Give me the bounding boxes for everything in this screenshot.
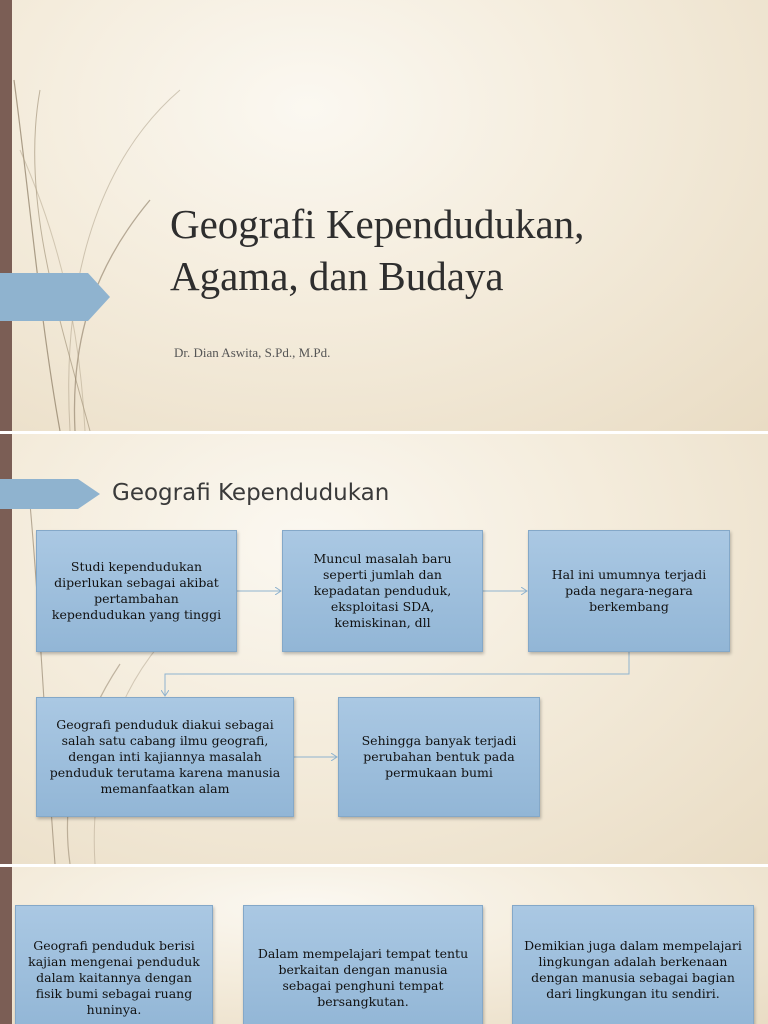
flow-box-4: Geografi penduduk diakui sebagai salah satu cabang ilmu geografi, dengan inti kajiannya masalah penduduk terutama karena manusia memanfaatkan alam xyxy=(36,697,294,817)
title-slide xyxy=(0,0,768,431)
flow-box-1: Studi kependudukan diperlukan sebagai akibat pertambahan kependudukan yang tinggi xyxy=(36,530,237,652)
flow-box-5: Sehingga banyak terjadi perubahan bentuk pada permukaan bumi xyxy=(338,697,540,817)
flow-box-3: Hal ini umumnya terjadi pada negara-negara berkembang xyxy=(528,530,730,652)
content-slide-continued xyxy=(0,867,768,1024)
left-accent-bar xyxy=(0,867,12,1024)
slide-title xyxy=(170,198,750,302)
author-name: Dr. Dian Aswita, S.Pd., M.Pd. xyxy=(174,345,331,360)
title-line-2: Agama, dan Budaya xyxy=(170,253,504,299)
info-box-3: Demikian juga dalam mempelajari lingkungan adalah berkenaan dengan manusia sebagai bagian dari lingkungan itu sendiri. xyxy=(512,905,754,1024)
content-slide-kependudukan xyxy=(0,434,768,864)
title-tab-marker xyxy=(0,273,110,321)
section-heading: Geografi Kependudukan xyxy=(112,480,390,506)
flow-box-2: Muncul masalah baru seperti jumlah dan kepadatan penduduk, eksploitasi SDA, kemiskinan, dll xyxy=(282,530,483,652)
info-box-2: Dalam mempelajari tempat tentu berkaitan dengan manusia sebagai penghuni tempat bersangkutan. xyxy=(243,905,483,1024)
left-accent-bar xyxy=(0,0,12,431)
info-box-1: Geografi penduduk berisi kajian mengenai penduduk dalam kaitannya dengan fisik bumi sebagai ruang huninya. xyxy=(15,905,213,1024)
title-line-1: Geografi Kependudukan, xyxy=(170,201,585,247)
